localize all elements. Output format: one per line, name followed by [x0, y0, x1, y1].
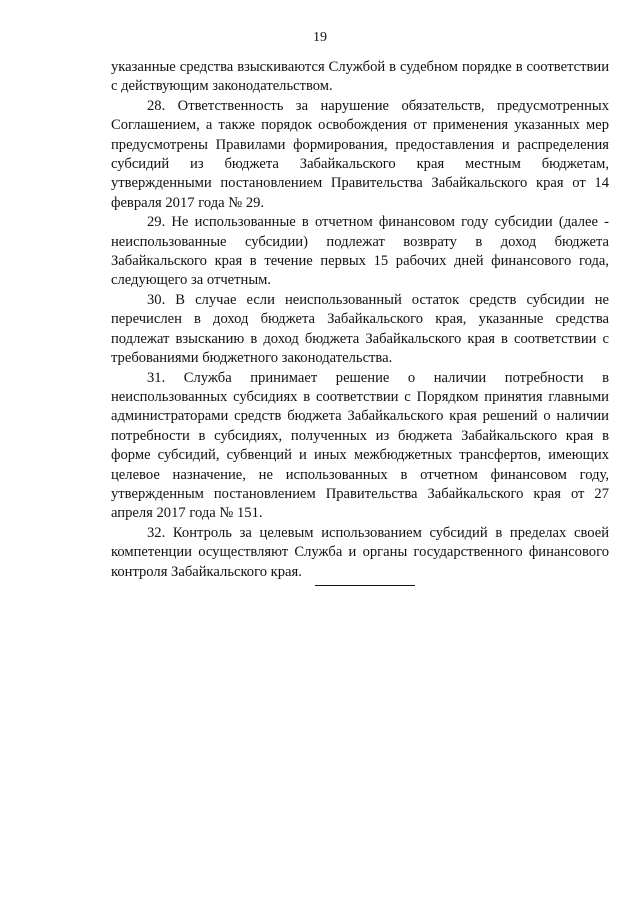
paragraph-27-continuation: указанные средства взыскиваются Службой в судебном порядке в соответствии с действующим законодательством.	[111, 59, 609, 95]
document-body	[111, 58, 609, 582]
paragraph-29: 29. Не использованные в отчетном финансовом году субсидии (далее - неиспользованные субсидии) подлежат возврату в доход бюджета Забайкальского края в течение первых 15 рабочих дней финансового года, следующего за отчетным.	[111, 214, 609, 289]
paragraph-28: 28. Ответственность за нарушение обязательств, предусмотренных Соглашением, а также порядок освобождения от применения указанных мер предусмотрены Правилами формирования, предоставления и распределения субсидий из бюджета Забайкальского края местным бюджетам, утвержденными постановлением Правительства Забайкальского края от 14 февраля 2017 года № 29.	[111, 97, 609, 211]
paragraph-32: 32. Контроль за целевым использованием субсидий в пределах своей компетенции осуществляют Служба и органы государственного финансового контроля Забайкальского края.	[111, 524, 609, 580]
paragraph-30: 30. В случае если неиспользованный остаток средств субсидии не перечислен в доход бюджета Забайкальского края, указанные средства подлежат взысканию в доход бюджета Забайкальского края в соответствии с требованиями бюджетного законодательства.	[111, 291, 609, 367]
end-divider-line	[315, 585, 415, 586]
paragraph-31: 31. Служба принимает решение о наличии потребности в неиспользованных субсидиях в соответствии с Порядком принятия главными администраторами средств бюджета Забайкальского края решений о наличии потребности в субсидиях, полученных из бюджета Забайкальского края в форме субсидий, субвенций и иных межбюджетных трансфертов, имеющих целевое назначение, не использованных в отчетном финансовом году, утвержденным постановлением Правительства Забайкальского края от 27 апреля 2017 года № 151.	[111, 369, 609, 522]
page-number: 19	[313, 30, 327, 45]
